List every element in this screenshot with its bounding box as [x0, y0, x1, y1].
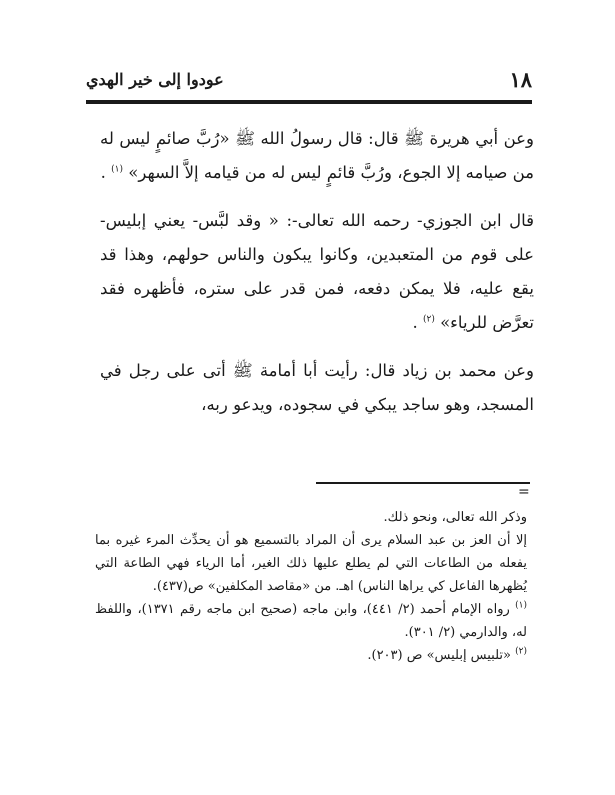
- footnote-ref-2: (٢): [422, 314, 435, 325]
- footnote-2: [95, 644, 527, 667]
- header-rule: [86, 100, 532, 104]
- paragraph-text: قال ابن الجوزي- رحمه الله تعالى-: « وقد لبَّس- يعني إبليس- على قوم من المتعبدين، وكانوا يبكون والناس حولهم، وهذا قد يقع عليه، فلا يمكن دفعه، فمن قدر على ستره، فأظهره فقد تعرَّض للرياء»: [100, 211, 534, 332]
- page-number: ١٨: [509, 66, 532, 92]
- footnote-text: رواه الإمام أحمد (٢/ ٤٤١)، وابن ماجه (صحيح ابن ماجه رقم ١٣٧١)، واللفظ له، والدارمي (٢/ ٣٠١).: [95, 602, 527, 640]
- running-title: عودوا إلى خير الهدي: [86, 69, 224, 89]
- footnote-1: [95, 598, 527, 644]
- footnote-number: (١): [515, 600, 527, 611]
- footnote-continued-line: وذكر الله تعالى، ونحو ذلك.: [383, 510, 527, 525]
- paragraph-muhammad-bin-ziyad: [100, 354, 534, 422]
- paragraph-text: وعن أبي هريرة ﷺ قال: قال رسولُ الله ﷺ «رُبَّ صائمٍ ليس له من صيامه إلا الجوع، ورُبَّ قائمٍ ليس له من قيامه إلاَّ السهر»: [100, 129, 534, 182]
- footnote-text: «تلبيس إبليس» ص (٢٠٣).: [367, 648, 511, 663]
- footnote-ref-1: (١): [111, 164, 124, 175]
- paragraph-text: وعن محمد بن زياد قال: رأيت أبا أمامة ﷺ أتى على رجل في المسجد، وهو ساجد يبكي في سجوده، ويدعو ربه،: [100, 361, 534, 414]
- footnote-separator: [316, 482, 530, 484]
- footnote-continuation-mark: =: [518, 484, 530, 500]
- page-header: [86, 64, 532, 94]
- footnotes: [95, 506, 527, 667]
- paragraph-ibn-aljawzi: قال ابن الجوزي- رحمه الله تعالى-: « وقد لبَّس- يعني إبليس- على قوم من المتعبدين، وكانوا يبكون والناس حولهم، وهذا قد يقع عليه، فلا يمكن دفعه، فمن قدر على ستره، فأظهره فقد تعرَّض للرياء» $^{(٢)}$ .: [100, 211, 534, 332]
- footnote-continued-line: إلا أن العز بن عبد السلام يرى أن المراد بالتسميع هو أن يحدِّث المرء غيره بما يفعله من الطاعات التي لم يطلع عليها ذلك الغير، أما الرياء فهي الطاعة التي يُظهرها الفاعل كي يراها الناس) اهـ. من «مقاصد المكلفين» ص(٤٣٧).: [95, 533, 527, 594]
- footnote-number: (٢): [515, 646, 527, 657]
- main-text: [100, 122, 534, 436]
- paragraph-hadith-abu-hurairah: وعن أبي هريرة ﷺ قال: قال رسولُ الله ﷺ «رُبَّ صائمٍ ليس له من صيامه إلا الجوع، ورُبَّ قائمٍ ليس له من قيامه إلاَّ السهر» $^{(١)}$ .: [100, 129, 534, 182]
